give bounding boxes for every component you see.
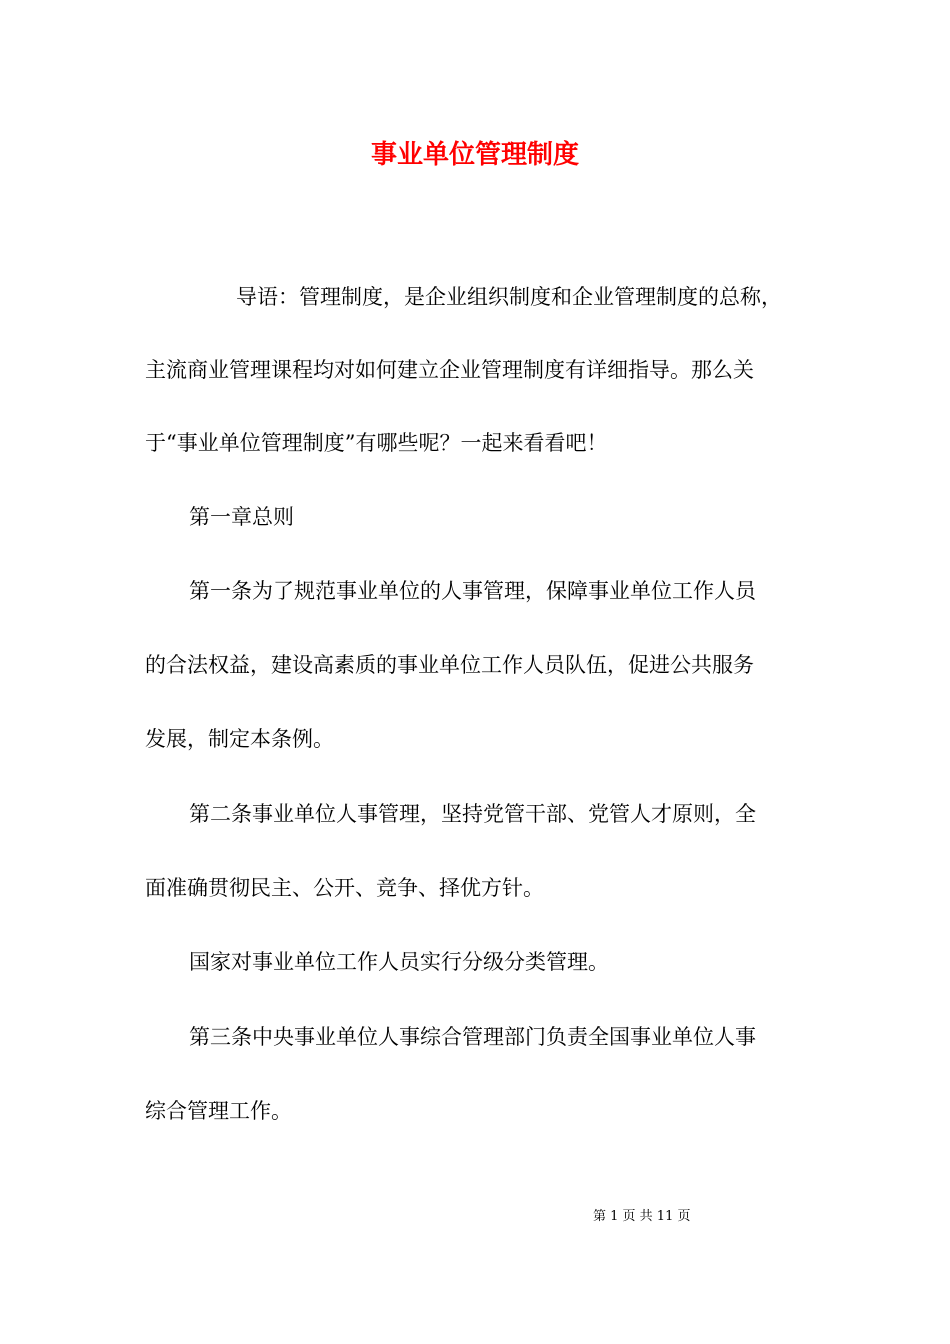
article-3-line-2: 综合管理工作。 [145,1099,292,1123]
chapter-heading: 第一章总则 [189,505,294,529]
intro-line-3: 于“事业单位管理制度”有哪些呢？一起来看看吧！ [145,431,608,455]
page-indicator: 第 1 页 共 11 页 [593,1209,691,1224]
article-2-paragraph-2: 国家对事业单位工作人员实行分级分类管理。 [189,950,609,974]
article-3-line-1: 第三条中央事业单位人事综合管理部门负责全国事业单位人事 [189,1025,756,1049]
article-1-line-1: 第一条为了规范事业单位的人事管理，保障事业单位工作人员 [189,579,756,603]
page-title: 事业单位管理制度 [370,140,579,170]
article-1-line-2: 的合法权益，建设高素质的事业单位工作人员队伍，促进公共服务 [145,653,754,677]
intro-line-1: 导语：管理制度，是企业组织制度和企业管理制度的总称， [236,285,782,309]
intro-line-2: 主流商业管理课程均对如何建立企业管理制度有详细指导。那么关 [145,358,754,382]
article-2-line-2: 面准确贯彻民主、公开、竞争、择优方针。 [145,876,544,900]
article-1-line-3: 发展，制定本条例。 [145,727,334,751]
article-2-line-1: 第二条事业单位人事管理，坚持党管干部、党管人才原则，全 [189,802,756,826]
